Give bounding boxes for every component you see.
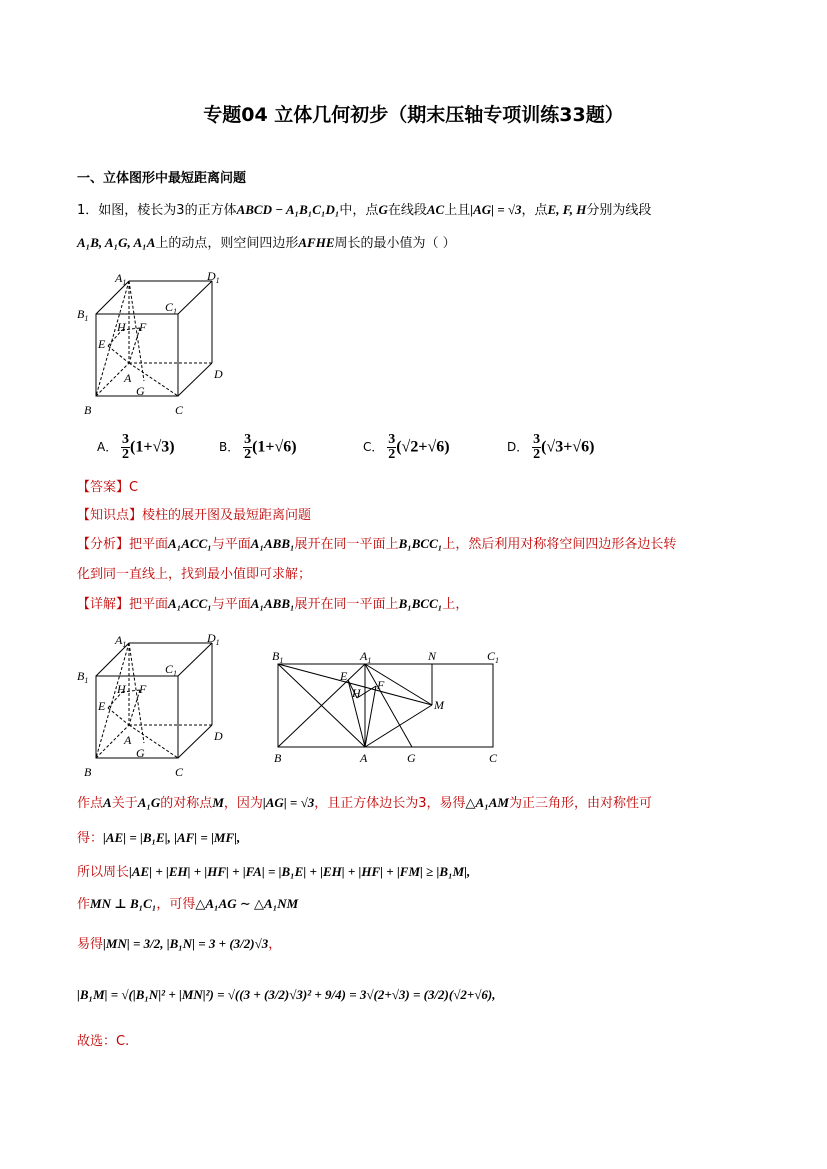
segments: A₁B, A₁G, A₁A xyxy=(77,235,156,250)
label-c: C xyxy=(175,765,184,779)
knowledge-text: 棱柱的展开图及最短距离问题 xyxy=(142,508,312,523)
points-efh: E, F, H xyxy=(547,202,587,217)
solution-line-3: 所以周长|AE| + |EH| + |HF| + |FA| = |B₁E| + |EH| + |HF| + |FM| ≥ |B₁M|, xyxy=(77,864,471,880)
option-expr: (√3+√6) xyxy=(541,438,595,456)
b1m-computation: |B₁M| = √(|B₁N|² + |MN|²) = √((3 + (3/2)√3)² + 9/4) = 3√(2+√3) = (3/2)(√2+√6), xyxy=(77,987,496,1002)
analysis-line-2: 化到同一直线上，找到最小值即可求解； xyxy=(77,567,312,582)
section-heading: 一、立体图形中最短距离问题 xyxy=(77,171,247,186)
label-h: H xyxy=(117,682,126,696)
label-c: C xyxy=(175,403,184,417)
q-text: 周长的最小值为（ ） xyxy=(334,236,456,251)
solution-line-5: 易得|MN| = 3/2, |B₁N| = 3 + (3/2)√3， xyxy=(77,936,282,952)
plane-2: A₁ABB₁ xyxy=(250,596,295,611)
solution-line-4: 作MN ⊥ B₁C₁，可得△A₁AG ∼ △A₁NM xyxy=(77,896,299,912)
cube-name: ABCD − A₁B₁C₁D₁ xyxy=(236,202,340,217)
perpendicular: MN ⊥ B₁C₁ xyxy=(90,896,157,911)
detail-tag: 【详解】 xyxy=(77,597,130,612)
label-b: B xyxy=(84,403,92,417)
label-b: B xyxy=(84,765,92,779)
answer-tag: 【答案】 xyxy=(77,480,130,495)
fraction: $\frac{3}{2}$ xyxy=(388,432,396,462)
plane-3: B₁BCC₁ xyxy=(398,536,443,551)
label-d: D xyxy=(214,729,223,743)
question-line-2 xyxy=(77,232,456,251)
option-expr: (1+√3) xyxy=(130,438,175,456)
label-b1: $B_1$ xyxy=(77,669,89,685)
fraction: $\frac{3}{2}$ xyxy=(533,432,541,462)
net-label-f: F xyxy=(377,678,385,692)
q-text: 上的动点，则空间四边形 xyxy=(155,236,299,251)
label-a1: $A_1$ xyxy=(115,633,127,649)
net-label-c1: $C_1$ xyxy=(487,649,500,665)
plane-3: B₁BCC₁ xyxy=(398,596,443,611)
net-label-e: E xyxy=(340,669,348,683)
label-d1: $D_1$ xyxy=(207,631,220,647)
fraction: $\frac{3}{2}$ xyxy=(244,432,252,462)
label-g: G xyxy=(136,746,145,760)
option-label: B． xyxy=(219,440,240,454)
solution-line-2: 得：|AE| = |B₁E|, |AF| = |MF|, xyxy=(77,830,241,846)
label-a: A xyxy=(124,733,132,747)
condition-ag: |AG| = √3 xyxy=(470,202,522,217)
question-line-1 xyxy=(77,199,651,218)
lengths-mn-b1n: |MN| = 3/2, |B₁N| = 3 + (3/2)√3 xyxy=(103,936,269,951)
edge-length: 3 xyxy=(176,203,185,218)
plane-2: A₁ABB₁ xyxy=(250,536,295,551)
q-text: 分别为线段 xyxy=(586,203,652,218)
plane-1: A₁ACC₁ xyxy=(168,536,212,551)
option-a[interactable] xyxy=(97,433,175,462)
q-text: 的正方体 xyxy=(184,203,237,218)
option-c[interactable] xyxy=(363,433,450,462)
net-label-b: B xyxy=(274,751,282,765)
net-label-n: N xyxy=(428,649,437,663)
knowledge-line xyxy=(77,504,311,523)
net-label-c: C xyxy=(489,751,498,765)
point-g: G xyxy=(378,202,388,217)
condition-ag: |AG| = √3 xyxy=(262,795,315,810)
label-d: D xyxy=(214,367,223,381)
option-d[interactable] xyxy=(507,433,594,462)
perimeter-inequality: |AE| + |EH| + |HF| + |FA| = |B₁E| + |EH| + |HF| + |FM| ≥ |B₁M|, xyxy=(129,864,471,879)
quad-afhe: AFHE xyxy=(298,235,335,250)
analysis-line-1: 【分析】把平面A₁ACC₁与平面A₁ABB₁展开在同一平面上B₁BCC₁上，然后利用对称将空间四边形各边长转 xyxy=(77,536,677,552)
answer-value: C xyxy=(129,480,139,495)
option-label: A． xyxy=(97,440,118,454)
segment-ac: AC xyxy=(426,202,445,217)
knowledge-tag: 【知识点】 xyxy=(77,508,143,523)
option-expr: (√2+√6) xyxy=(396,438,450,456)
triangle-a1am: △A₁AM xyxy=(465,795,509,810)
q-text: 如图，棱长为 xyxy=(98,203,177,218)
label-a: A xyxy=(124,371,132,385)
cube-figure xyxy=(74,268,234,418)
cube-figure-2 xyxy=(74,630,234,780)
option-label: C． xyxy=(363,440,384,454)
option-label: D． xyxy=(507,440,529,454)
page-title: 专题04 立体几何初步（期末压轴专项训练33题） xyxy=(203,104,624,126)
label-c1: $C_1$ xyxy=(165,662,178,678)
point-m: M xyxy=(212,795,224,810)
q-text: 在线段 xyxy=(387,203,427,218)
option-expr: (1+√6) xyxy=(252,438,297,456)
label-e: E xyxy=(98,337,106,351)
answer-line xyxy=(77,476,138,495)
net-label-a1: $A_1$ xyxy=(360,649,372,665)
solution-conclusion: 故选：C. xyxy=(77,1034,130,1049)
detail-line: 【详解】把平面A₁ACC₁与平面A₁ABB₁展开在同一平面上B₁BCC₁上， xyxy=(77,596,469,612)
question-number: 1． xyxy=(77,203,99,218)
option-b[interactable] xyxy=(219,433,297,462)
q-text: ，点 xyxy=(521,203,548,218)
net-label-a: A xyxy=(360,751,368,765)
solution-line-1: 作点A关于A₁G的对称点M，因为|AG| = √3，且正方体边长为3，易得△A₁AM为正三角形，由对称性可 xyxy=(77,795,652,811)
point-a: A xyxy=(103,795,112,810)
q-text: 上且 xyxy=(444,203,471,218)
net-label-g: G xyxy=(407,751,416,765)
analysis-tag: 【分析】 xyxy=(77,537,130,552)
net-label-m: M xyxy=(434,698,444,712)
label-c1: $C_1$ xyxy=(165,300,178,316)
label-f: F xyxy=(139,320,147,334)
label-a1: $A_1$ xyxy=(115,271,127,287)
similar-triangles: △A₁AG ∼ △A₁NM xyxy=(195,896,299,911)
label-e: E xyxy=(98,699,106,713)
label-b1: $B_1$ xyxy=(77,307,89,323)
solution-line-6 xyxy=(77,987,495,1003)
label-h: H xyxy=(117,320,126,334)
label-d1: $D_1$ xyxy=(207,269,220,285)
plane-1: A₁ACC₁ xyxy=(168,596,212,611)
segment-a1g: A₁G xyxy=(137,795,161,810)
label-g: G xyxy=(136,384,145,398)
net-label-b1: $B_1$ xyxy=(272,649,284,665)
net-figure xyxy=(266,645,516,770)
fraction: $\frac{3}{2}$ xyxy=(122,432,130,462)
q-text: 中，点 xyxy=(339,203,379,218)
equality-1: |AE| = |B₁E|, |AF| = |MF|, xyxy=(103,830,241,845)
net-label-h: H xyxy=(352,686,361,700)
label-f: F xyxy=(139,682,147,696)
